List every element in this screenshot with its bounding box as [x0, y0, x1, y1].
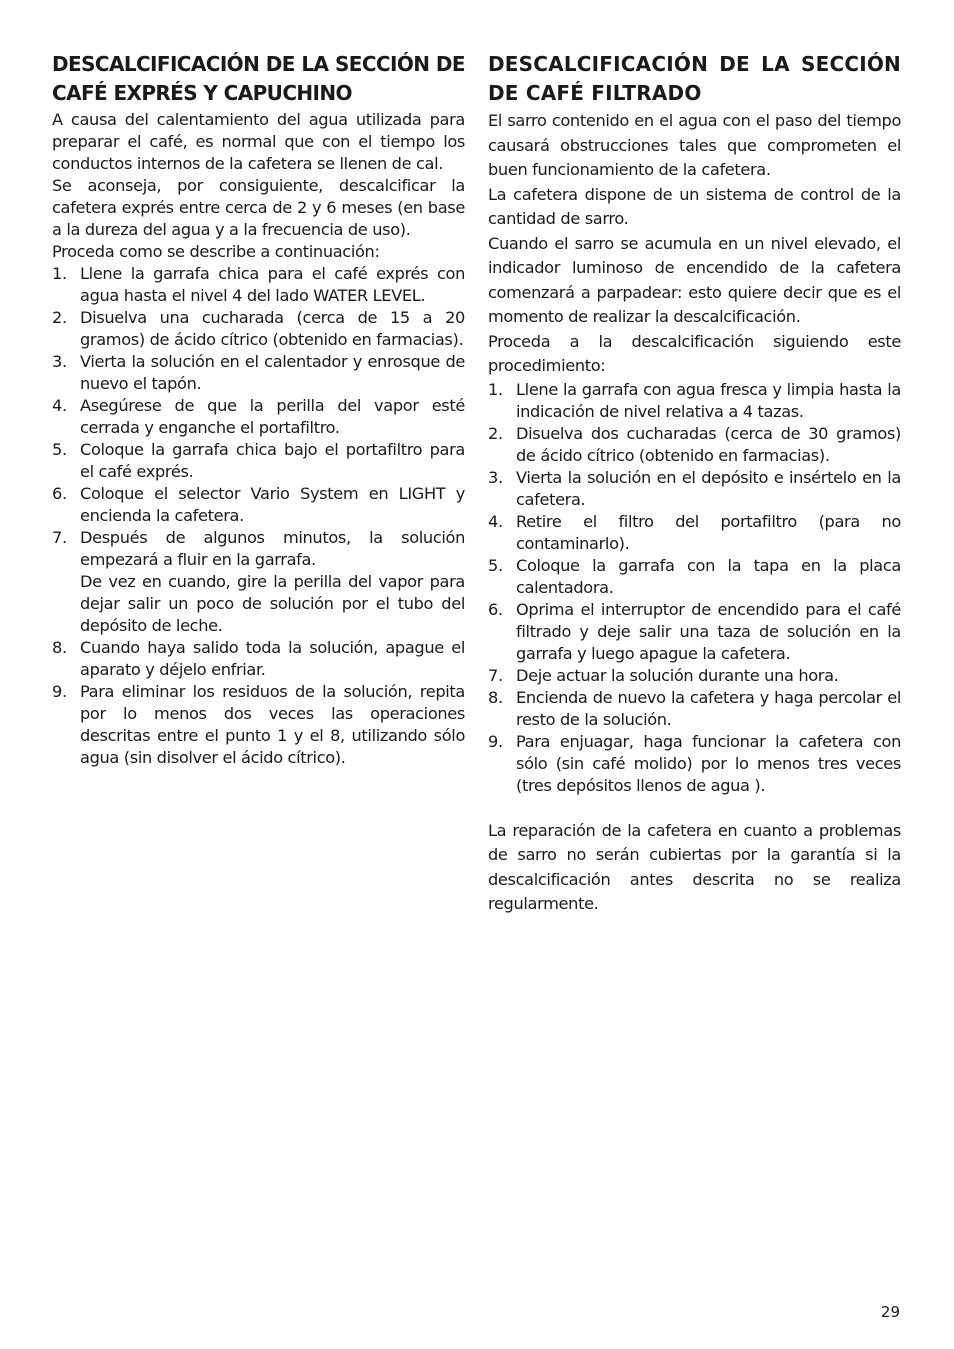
- list-item: [488, 511, 901, 555]
- list-item: [52, 395, 465, 439]
- step-text: Llene la garrafa chica para el café exprés con agua hasta el nivel 4 del lado WATER LEVEL.: [80, 264, 465, 305]
- list-item: [52, 483, 465, 527]
- step-number: 8.: [488, 687, 503, 707]
- step-number: 4.: [52, 396, 67, 415]
- step-body: [80, 527, 465, 637]
- advice-paragraph: Se aconseja, por consiguiente, descalcificar la cafetera exprés entre cerca de 2 y 6 meses (en base a la dureza del agua y a la frecuencia de uso).: [52, 176, 465, 239]
- step-number: 7.: [488, 665, 503, 685]
- section-title-espresso: DESCALCIFICACIÓN DE LA SECCIÓN DE CAFÉ EXPRÉS Y CAPUCHINO: [52, 52, 465, 105]
- step-extra-text: De vez en cuando, gire la perilla del vapor para dejar salir un poco de solución por el tubo del depósito de leche.: [80, 572, 465, 635]
- step-number: 3.: [488, 467, 503, 487]
- list-item: [52, 307, 465, 351]
- step-text: Después de algunos minutos, la solución empezará a fluir en la garrafa.: [80, 528, 465, 569]
- list-item: [488, 665, 901, 687]
- list-item: [488, 379, 901, 423]
- step-number: 1.: [488, 379, 503, 399]
- step-text: Retire el filtro del portafiltro (para no contaminarlo).: [516, 511, 901, 553]
- page-number: 29: [880, 1303, 900, 1321]
- step-number: 6.: [52, 484, 67, 503]
- step-number: 5.: [488, 555, 503, 575]
- list-item: [488, 599, 901, 665]
- control-paragraph: La cafetera dispone de un sistema de control de la cantidad de sarro.: [488, 184, 901, 228]
- step-text: Cuando haya salido toda la solución, apague el aparato y déjelo enfriar.: [80, 638, 465, 679]
- step-text: Vierta la solución en el calentador y enrosque de nuevo el tapón.: [80, 352, 465, 393]
- list-item: [52, 637, 465, 681]
- spacer: [488, 797, 901, 819]
- step-text: Encienda de nuevo la cafetera y haga percolar el resto de la solución.: [516, 687, 901, 729]
- filter-steps-list: [488, 379, 901, 797]
- list-item: [52, 263, 465, 307]
- list-item: [488, 731, 901, 797]
- step-text: Para enjuagar, haga funcionar la cafetera con sólo (sin café molido) por lo menos tres veces (tres depósitos llenos de agua ).: [516, 731, 901, 795]
- step-number: 6.: [488, 599, 503, 619]
- step-text: Coloque la garrafa con la tapa en la placa calentadora.: [516, 555, 901, 597]
- scale-paragraph: El sarro contenido en el agua con el paso del tiempo causará obstrucciones tales que comprometen el buen funcionamiento de la cafetera.: [488, 111, 901, 179]
- procedure-paragraph: Proceda como se describe a continuación:: [52, 242, 380, 261]
- list-item: [52, 681, 465, 769]
- step-text: Disuelva dos cucharadas (cerca de 30 gramos) de ácido cítrico (obtenido en farmacias).: [516, 423, 901, 465]
- step-text: Deje actuar la solución durante una hora.: [516, 665, 839, 685]
- step-text: Para eliminar los residuos de la solución, repita por lo menos dos veces las operaciones descritas entre el punto 1 y el 8, utilizando sólo agua (sin disolver el ácido cítrico).: [80, 682, 465, 767]
- procedure-paragraph: Proceda a la descalcificación siguiendo este procedimiento:: [488, 331, 901, 375]
- step-number: 4.: [488, 511, 503, 531]
- step-number: 1.: [52, 264, 67, 283]
- list-item: [488, 467, 901, 511]
- intro-paragraph: A causa del calentamiento del agua utilizada para preparar el café, es normal que con el tiempo los conductos internos de la cafetera se llenen de cal.: [52, 110, 465, 173]
- section-title-filter: DESCALCIFICACIÓN DE LA SECCIÓN DE CAFÉ FILTRADO: [488, 52, 901, 105]
- step-number: 9.: [52, 682, 67, 701]
- warranty-paragraph: La reparación de la cafetera en cuanto a problemas de sarro no serán cubiertas por la garantía si la descalcificación antes descrita no se realiza regularmente.: [488, 820, 901, 913]
- indicator-paragraph: Cuando el sarro se acumula en un nivel elevado, el indicador luminoso de encendido de la cafetera comenzará a parpadear: esto quiere decir que es el momento de realizar la descalcificación.: [488, 233, 901, 326]
- step-number: 3.: [52, 352, 67, 371]
- list-item: [52, 527, 465, 637]
- step-number: 7.: [52, 528, 67, 547]
- step-number: 8.: [52, 638, 67, 657]
- step-number: 9.: [488, 731, 503, 751]
- step-text: Disuelva una cucharada (cerca de 15 a 20 gramos) de ácido cítrico (obtenido en farmacias).: [80, 308, 465, 349]
- list-item: [488, 423, 901, 467]
- step-text: Asegúrese de que la perilla del vapor esté cerrada y enganche el portafiltro.: [80, 396, 465, 437]
- step-text: Llene la garrafa con agua fresca y limpia hasta la indicación de nivel relativa a 4 tazas.: [516, 379, 901, 421]
- left-column: [52, 50, 465, 769]
- step-number: 2.: [488, 423, 503, 443]
- step-text: Coloque la garrafa chica bajo el portafiltro para el café exprés.: [80, 440, 465, 481]
- step-text: Coloque el selector Vario System en LIGHT y encienda la cafetera.: [80, 484, 465, 525]
- step-text: Oprima el interruptor de encendido para el café filtrado y deje salir una taza de solución en la garrafa y luego apague la cafetera.: [516, 599, 901, 663]
- step-number: 2.: [52, 308, 67, 327]
- list-item: [488, 687, 901, 731]
- right-column: [488, 50, 901, 917]
- espresso-steps-list: [52, 263, 465, 769]
- step-text: Vierta la solución en el depósito e insértelo en la cafetera.: [516, 467, 901, 509]
- list-item: [488, 555, 901, 599]
- list-item: [52, 351, 465, 395]
- list-item: [52, 439, 465, 483]
- step-number: 5.: [52, 440, 67, 459]
